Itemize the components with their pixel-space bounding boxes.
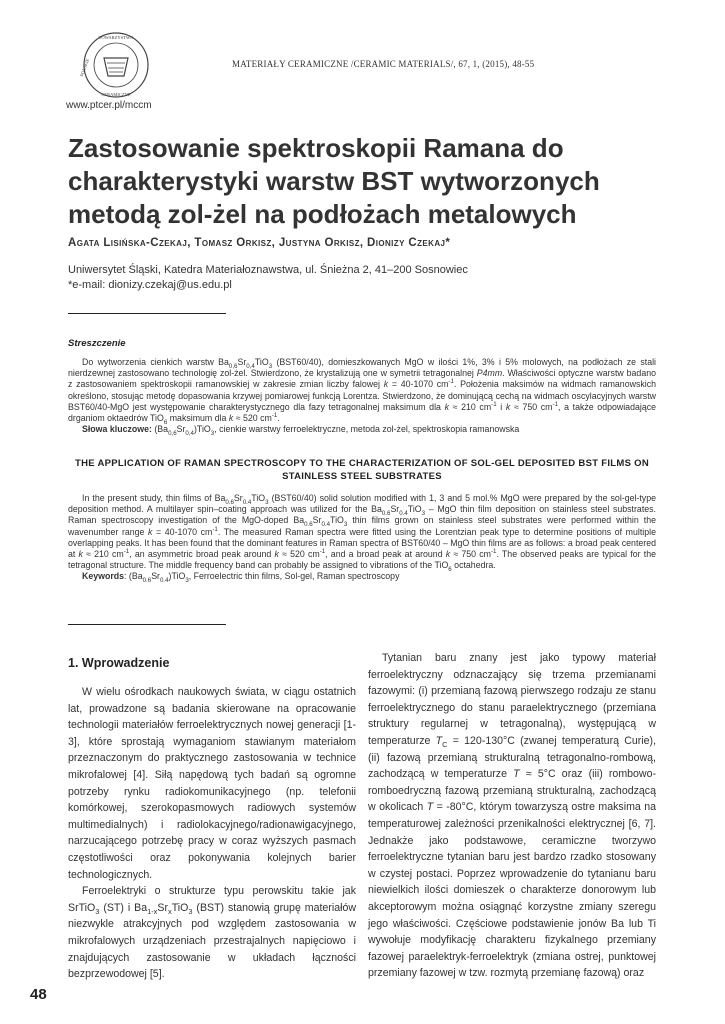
paragraph: W wielu ośrodkach naukowych świata, w ciągu ostatnich lat, prowadzone są badania skierowane na opracowanie technologii materiałów ferroelektrycznych nowej generacji [1-3], które sprostają wymaganiom stawianym materiałom przeznaczonym do praktycznego zastosowania w technice mikrofalowej [4]. Siłą napędową tych badań są ogromne potrzeby rynku radiokomunikacyjnego (np. telefonii komórkowej, szerokopasmowych radiowych systemów multimedialnych) i radiolokacyjnego/radionawigacyjnego, narzucającego potrzebę pracy w coraz wyższych pasmach częstotliwości oraz pokonywania kolejnych barier technologicznych.	[68, 686, 356, 881]
keywords-en: Keywords: $(Ba_{0.6}Sr_{0.4})TiO_3$, Ferroelectric thin films, Sol-gel, Raman spectroscopy	[82, 571, 400, 585]
svg-text:POLSKIE: POLSKIE	[79, 57, 91, 78]
journal-reference: MATERIAŁY CERAMICZNE /CERAMIC MATERIALS/, 67, 1, (2015), 48-55	[232, 59, 535, 69]
abstract-en	[68, 493, 656, 583]
keywords-pl: Słowa kluczowe: $(Ba_{0,6}Sr_{0,4})TiO_3$, cienkie warstwy ferroelektryczne, metoda zol-żel, spektroskopia ramanowska	[82, 424, 520, 437]
article-title: Zastosowanie spektroskopii Ramana do charakterystyki warstw BST wytworzonych metodą zol-żel na podłożach metalowych	[68, 133, 600, 229]
divider-bottom	[68, 624, 226, 625]
abstract-en-text: In the present study, thin films of $Ba_{0.6}Sr_{0.4}TiO_3$ (BST60/40) solid solution modified with 1, 3 and 5 mol.% MgO were prepared by the sol-gel-type deposition method. A multilayer spin–coating approach was utilized for the $Ba_{0.6}Sr_{0.4}TiO_3$ – MgO thin film deposition on stainless steel substrates. Raman spectroscopy investigation of the MgO-doped $Ba_{0.6}Sr_{0.4}TiO_3$ thin films grown on stainless steel substrates were performed within the wavenumber range k = 40-1070 $cm^{-1}$. The measured Raman spectra were fitted using the Lorentzian peak type to determine positions of multiple overlapping peaks. It has been found that the dominant features in Raman spectra of BST60/40 – MgO thin films are as follows: a broad peak centered at k ≈ 210 $cm^{-1}$, an asymmetric broad peak around k ≈ 520 $cm^{-1}$, and a broad peak at around k ≈ 750 $cm^{-1}$. The observed peaks are typical for the tetragonal structure. The middle frequency band can probably be assigned to vibrations of the TiO$_6$ octahedra.	[68, 493, 657, 573]
abstract-pl	[68, 357, 656, 435]
paragraph: Tytanian baru znany jest jako typowy materiał ferroelektryczny odznaczający się trzema przemianami fazowymi: (i) przemianą fazową pierwszego rodzaju ze stanu ferroelektrycznego do stanu paraelektrycznego (przemiana struktury regularnej w tetragonalną), występującą w temperaturze $T_C = 120-130^\circ C$ (zwanej temperaturą Curie), (ii) fazową przemianą strukturalną tetragonalno-rombową, zachodzącą w temperaturze T ≈ 5°C oraz (iii) rombowo-romboedryczną fazową przemianą strukturalną, zachodzącą w okolicach T = -80°C, którym towarzyszą ostre maksima na temperaturowej zależności przenikalności elektrycznej [6, 7]. Jednakże jako podstawowe, ceramiczne tworzywo ferroelektryczne tytanian baru jest bardzo rzadko stosowany w czystej postaci. Poprzez wprowadzenie do tytanianu baru niewielkich ilości domieszek o charakterze donorowym lub akceptorowym można osiągnąć korzystne zmiany szeregu jego właściwości. Częściowe podstawienie jonów Ba lub Ti wywołuje modyfikację charakteru fizykalnego przemiany fazowej paraelektryk-ferroelektryk (zmiana ostrej, punktowej przemiany fazowej w tzw. rozmytą przemianę fazową) oraz	[368, 652, 657, 980]
ptcer-logo	[74, 30, 158, 100]
affiliation-block	[68, 263, 468, 293]
abstract-heading: Streszczenie	[68, 338, 126, 349]
divider-top	[68, 313, 226, 314]
contact-email[interactable]: *e-mail: dionizy.czekaj@us.edu.pl	[68, 279, 232, 291]
english-title: THE APPLICATION OF RAMAN SPECTROSCOPY TO THE CHARACTERIZATION OF SOL-GEL DEPOSITED BST FILMS ON STAINLESS STEEL SUBSTRATES	[74, 458, 650, 482]
svg-text:CERAMICZNE: CERAMICZNE	[101, 92, 131, 97]
affiliation: Uniwersytet Śląski, Katedra Materiałoznawstwa, ul. Śnieżna 2, 41–200 Sosnowiec	[68, 264, 468, 276]
article-authors: Agata Lisińska-Czekaj, Tomasz Orkisz, Justyna Orkisz, Dionizy Czekaj*	[68, 237, 451, 249]
page-number: 48	[30, 986, 47, 1003]
section-heading: 1. Wprowadzenie	[68, 656, 170, 670]
journal-url[interactable]: www.ptcer.pl/mccm	[66, 100, 152, 111]
paragraph: Ferroelektryki o strukturze typu perowskitu takie jak SrTiO$_3$ (ST) i $Ba_{1-x}Sr_xTiO_3$ (BST) stanowią grupę materiałów niezwykle atrakcyjnych pod względem zastosowania w mikrofalowych urządzeniach przestrajalnych napięciowo i znajdujących zastosowanie w układach łączności bezprzewodowej [5].	[68, 885, 356, 981]
body-column-left	[68, 650, 356, 983]
abstract-pl-text: Do wytworzenia cienkich warstw $Ba_{0,6}Sr_{0,4}TiO_3$ (BST60/40), domieszkowanych MgO w ilości 1%, 3% i 5% molowych, na podłożach ze stali nierdzewnej zastosowano technologię zol-żel. Stwierdzono, że krystalizują one w symetrii tetragonalnej P4mm. Właściwości optyczne warstw badano z zastosowaniem spektroskopii ramanowskiej w zakresie zmian liczby falowej k = 40-1070 $cm^{-1}$. Położenia maksimów na widmach ramanowskich określono, stosując metodę dopasowania krzywej pomiarowej funkcją Lorentza. Stwierdzono, że dominującą cechą na widmach oscylacyjnych warstw BST60/40-MgO jest występowanie charakterystycznego dla fazy tetragonalnej maksimum dla k ≈ 210 $cm^{-1}$ i k ≈ 750 $cm^{-1}$, a także odpowiadające drganiom oktaedrów TiO$_6$ maksimum dla k ≈ 520 $cm^{-1}$.	[68, 357, 657, 426]
body-column-right	[368, 650, 656, 982]
svg-text:TOWARZYSTWO: TOWARZYSTWO	[98, 35, 134, 40]
